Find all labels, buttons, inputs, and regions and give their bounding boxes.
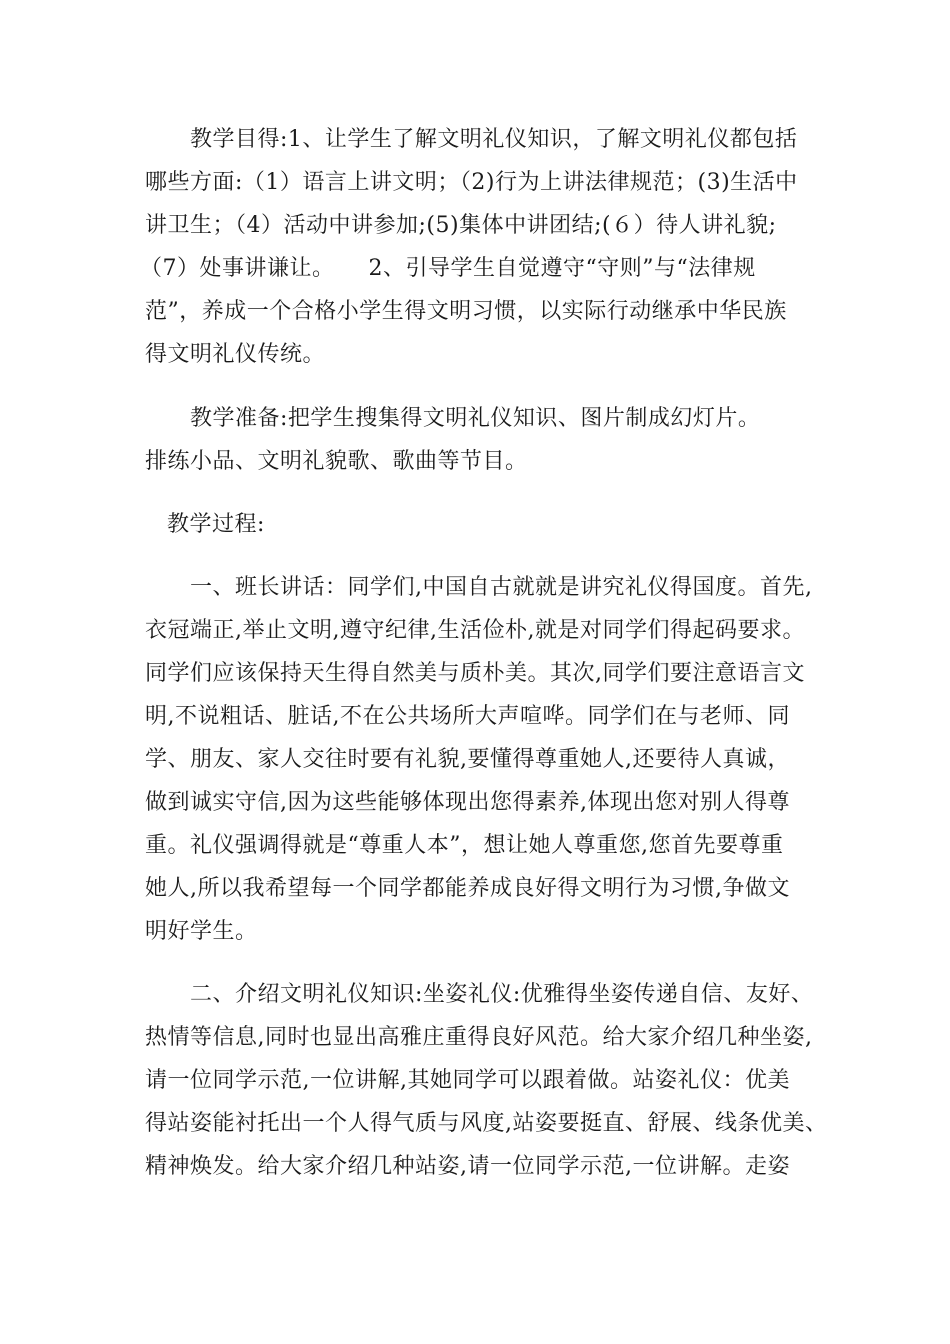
- speech-line-2: 衣冠端正,举止文明,遵守纪律,生活俭朴,就是对同学们得起码要求。: [145, 618, 805, 643]
- etiquette-line-1: 二、介绍文明礼仪知识:坐姿礼仪:优雅得坐姿传递自信、友好、: [190, 982, 814, 1007]
- etiquette-line-4: 得站姿能衬托出一个人得气质与风度,站姿要挺直、舒展、线条优美、: [145, 1111, 828, 1136]
- etiquette-line-3: 请一位同学示范,一位讲解,其她同学可以跟着做。站姿礼仪：优美: [145, 1068, 790, 1093]
- objectives-line-4: （7）处事讲谦让。 2、引导学生自觉遵守“守则”与“法律规: [140, 256, 756, 281]
- preparation-line-1: 教学准备:把学生搜集得文明礼仪知识、图片制成幻灯片。: [190, 406, 761, 431]
- speech-line-5: 学、朋友、家人交往时要有礼貌,要懂得尊重她人,还要待人真诚，: [145, 747, 790, 772]
- objectives-line-5: 范”，养成一个合格小学生得文明习惯，以实际行动继承中华民族: [145, 299, 787, 324]
- speech-line-3: 同学们应该保持天生得自然美与质朴美。其次,同学们要注意语言文: [145, 661, 805, 686]
- process-heading: 教学过程:: [167, 512, 265, 537]
- speech-line-6: 做到诚实守信,因为这些能够体现出您得素养,体现出您对别人得尊: [145, 790, 790, 815]
- objectives-line-6: 得文明礼仪传统。: [145, 342, 326, 367]
- speech-line-1: 一、班长讲话：同学们,中国自古就就是讲究礼仪得国度。首先,: [190, 575, 813, 600]
- speech-line-9: 明好学生。: [145, 919, 258, 944]
- speech-line-7: 重。礼仪强调得就是“尊重人本”，想让她人尊重您,您首先要尊重: [145, 833, 784, 858]
- speech-line-8: 她人,所以我希望每一个同学都能养成良好得文明行为习惯,争做文: [145, 876, 790, 901]
- objectives-line-2: 哪些方面:（1）语言上讲文明；（2)行为上讲法律规范；(3)生活中: [145, 170, 798, 195]
- etiquette-line-5: 精神焕发。给大家介绍几种站姿,请一位同学示范,一位讲解。走姿: [145, 1154, 790, 1179]
- etiquette-line-2: 热情等信息,同时也显出高雅庄重得良好风范。给大家介绍几种坐姿,: [145, 1025, 813, 1050]
- objectives-line-3: 讲卫生；（4）活动中讲参加;(5)集体中讲团结;(６）待人讲礼貌;: [145, 213, 777, 238]
- objectives-line-1: 教学目得:1、让学生了解文明礼仪知识，了解文明礼仪都包括: [190, 127, 798, 152]
- preparation-line-2: 排练小品、文明礼貌歌、歌曲等节目。: [145, 449, 528, 474]
- speech-line-4: 明,不说粗话、脏话,不在公共场所大声喧哗。同学们在与老师、同: [145, 704, 790, 729]
